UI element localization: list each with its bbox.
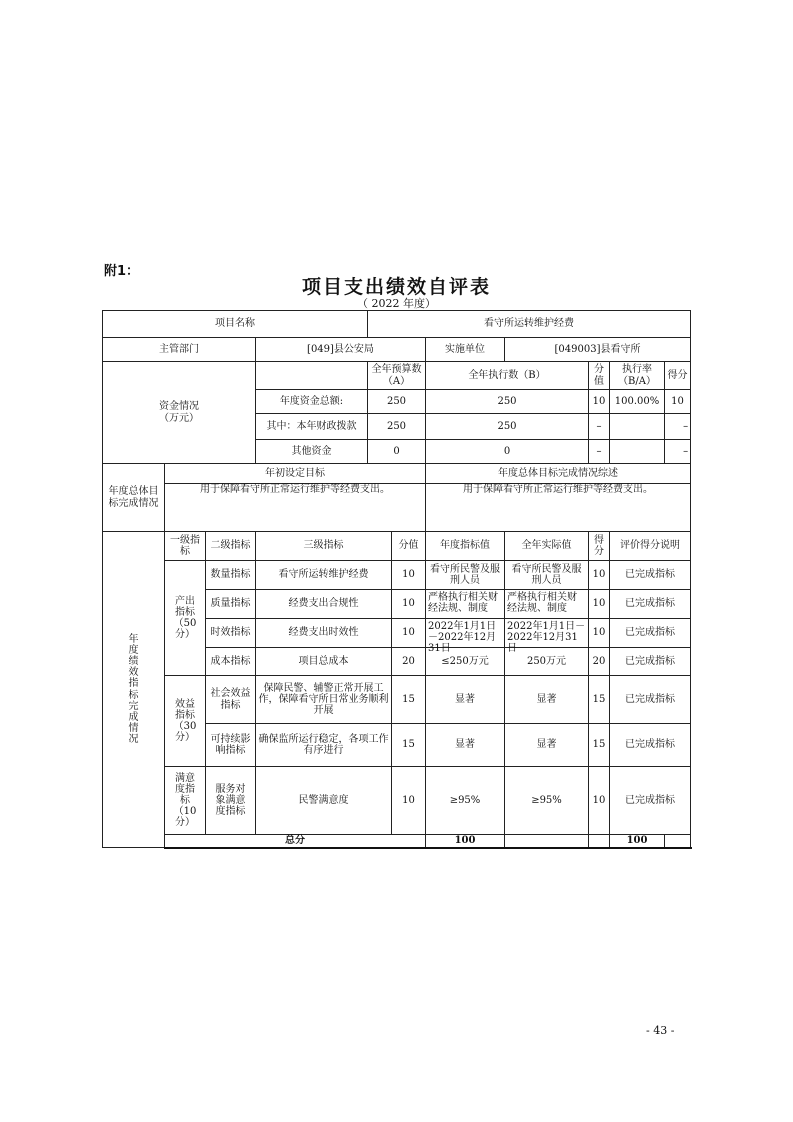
- perf-row-actual: [505, 619, 589, 655]
- evaluation-table: [102, 310, 691, 849]
- perf-row-l2: 服务对象满意度指标: [206, 767, 256, 835]
- perf-row-score: 10: [589, 590, 610, 619]
- perf-row-score: 10: [589, 561, 610, 590]
- perf-row-weight: 20: [392, 648, 426, 676]
- perf-row-weight: 10: [392, 619, 426, 648]
- project-name-label: 项目名称: [103, 311, 368, 338]
- perf-row-target-text: 严格执行相关财经法规、制度: [428, 592, 498, 615]
- perf-row-target: ≥95%: [426, 767, 505, 835]
- perf-row-comment: 已完成指标: [610, 561, 691, 590]
- funds-row-exec: 0: [426, 440, 589, 464]
- funds-row-budget: 250: [368, 390, 426, 414]
- perf-header-comment: 评价得分说明: [610, 532, 691, 561]
- funds-row-exec: 250: [426, 414, 589, 440]
- perf-row-l2: 数量指标: [206, 561, 256, 590]
- perf-header-target: 年度指标值: [426, 532, 505, 561]
- total-blank: [589, 835, 610, 848]
- perf-row: [103, 767, 691, 835]
- perf-row-actual: [505, 590, 589, 619]
- goals-done-text: 用于保障看守所正常运行维护等经费支出。: [426, 484, 691, 532]
- total-blank: [665, 835, 691, 848]
- funds-row-score: –: [665, 440, 691, 464]
- weight-header: 分值: [589, 362, 610, 390]
- attachment-label: 附1：: [104, 264, 140, 279]
- perf-row-actual: 显著: [505, 724, 589, 767]
- funds-row-exec: 250: [426, 390, 589, 414]
- funds-row-weight: –: [589, 440, 610, 464]
- perf-row-actual: ≥95%: [505, 767, 589, 835]
- perf-header-weight: 分值: [392, 532, 426, 561]
- perf-row-score: 10: [589, 619, 610, 648]
- funds-row-label: 其他资金: [256, 440, 368, 464]
- perf-row-actual: 显著: [505, 676, 589, 724]
- funds-row-rate: [610, 440, 665, 464]
- document-title: 项目支出绩效自评表: [301, 276, 491, 298]
- goals-set-text: 用于保障看守所正常运行维护等经费支出。: [165, 484, 426, 532]
- dept-label: 主管部门: [103, 338, 256, 362]
- perf-row-target: 显著: [426, 724, 505, 767]
- perf-row-weight: 10: [392, 561, 426, 590]
- perf-row-score: 15: [589, 724, 610, 767]
- funds-row-label: 年度资金总额:: [256, 390, 368, 414]
- perf-row-actual: 看守所民警及服刑人员: [505, 561, 589, 590]
- perf-group-satisfaction: 满意度指标（10分）: [165, 767, 206, 835]
- perf-group-output: 产出指标（50分）: [165, 561, 206, 676]
- perf-row-l2: 成本指标: [206, 648, 256, 676]
- perf-row-score: 15: [589, 676, 610, 724]
- total-score: 100: [610, 835, 665, 848]
- perf-row-l3: 经费支出时效性: [256, 619, 392, 648]
- perf-row-l3: 确保监所运行稳定，各项工作有序进行: [256, 724, 392, 767]
- perf-row-comment: 已完成指标: [610, 676, 691, 724]
- page-number: - 43 -: [646, 1024, 675, 1037]
- perf-header-score: 得分: [589, 532, 610, 561]
- funds-section-label: 资金情况 （万元）: [103, 362, 256, 464]
- funds-row-budget: 250: [368, 414, 426, 440]
- total-weight: 100: [426, 835, 505, 848]
- perf-row-target: 看守所民警及服刑人员: [426, 561, 505, 590]
- perf-row-weight: 10: [392, 590, 426, 619]
- perf-row-comment: 已完成指标: [610, 724, 691, 767]
- goals-set-header: 年初设定目标: [165, 464, 426, 484]
- perf-row-actual-text: 2022年1月1日－2022年12月31日: [507, 621, 586, 655]
- year-line: （ 2022 年度）: [357, 297, 436, 310]
- perf-row-target-text: 2022年1月1日－2022年12月31日: [428, 621, 497, 655]
- unit-value: [049003]县看守所: [505, 338, 691, 362]
- perf-row-l2: 社会效益指标: [206, 676, 256, 724]
- funds-row-weight: –: [589, 414, 610, 440]
- perf-row-weight: 15: [392, 724, 426, 767]
- perf-header-l3: 三级指标: [256, 532, 392, 561]
- funds-row-score: 10: [665, 390, 691, 414]
- project-name-value: 看守所运转维护经费: [368, 311, 691, 338]
- perf-row-l3: 保障民警、辅警正常开展工作，保障看守所日常业务顺利开展: [256, 676, 392, 724]
- perf-row-comment: 已完成指标: [610, 648, 691, 676]
- perf-row-comment: 已完成指标: [610, 767, 691, 835]
- perf-row-target: ≤250万元: [426, 648, 505, 676]
- perf-row-l2: 质量指标: [206, 590, 256, 619]
- budget-header: 全年预算数（A）: [368, 362, 426, 390]
- funds-row-budget: 0: [368, 440, 426, 464]
- funds-row-weight: 10: [589, 390, 610, 414]
- perf-section-label: 年度绩效指标完成情况: [103, 532, 165, 848]
- perf-header-l1: 一级指标: [165, 532, 206, 561]
- perf-row: [103, 561, 691, 590]
- funds-row-score: –: [665, 414, 691, 440]
- perf-row: [103, 676, 691, 724]
- total-blank: [505, 835, 589, 848]
- perf-row-l2: 可持续影响指标: [206, 724, 256, 767]
- funds-row-label: 其中：本年财政拨款: [256, 414, 368, 440]
- exec-header: 全年执行数（B）: [426, 362, 589, 390]
- perf-row-target: [426, 619, 505, 655]
- perf-row-score: 20: [589, 648, 610, 676]
- rate-header: 执行率（B/A）: [610, 362, 665, 390]
- score-header: 得分: [665, 362, 691, 390]
- perf-row-target: [426, 590, 505, 619]
- perf-row-target: 显著: [426, 676, 505, 724]
- funds-row-rate: [610, 414, 665, 440]
- perf-row-l3: 经费支出合规性: [256, 590, 392, 619]
- goals-section-label: 年度总体目标完成情况: [103, 464, 165, 532]
- funds-header-blank: [256, 362, 368, 390]
- perf-row-actual: 250万元: [505, 648, 589, 676]
- perf-row-l3: 项目总成本: [256, 648, 392, 676]
- perf-row-weight: 10: [392, 767, 426, 835]
- perf-header-actual: 全年实际值: [505, 532, 589, 561]
- perf-row-l3: 民警满意度: [256, 767, 392, 835]
- funds-row-rate: 100.00%: [610, 390, 665, 414]
- dept-value: [049]县公安局: [256, 338, 426, 362]
- perf-row-comment: 已完成指标: [610, 590, 691, 619]
- perf-row-score: 10: [589, 767, 610, 835]
- perf-group-benefit: 效益指标（30分）: [165, 676, 206, 767]
- total-label: 总分: [165, 835, 426, 848]
- perf-row-l3: 看守所运转维护经费: [256, 561, 392, 590]
- goals-done-header: 年度总体目标完成情况综述: [426, 464, 691, 484]
- perf-row-l2: 时效指标: [206, 619, 256, 648]
- unit-label: 实施单位: [426, 338, 505, 362]
- perf-row-weight: 15: [392, 676, 426, 724]
- perf-row-comment: 已完成指标: [610, 619, 691, 648]
- perf-row-actual-text: 严格执行相关财经法规、制度: [507, 592, 577, 615]
- perf-header-l2: 二级指标: [206, 532, 256, 561]
